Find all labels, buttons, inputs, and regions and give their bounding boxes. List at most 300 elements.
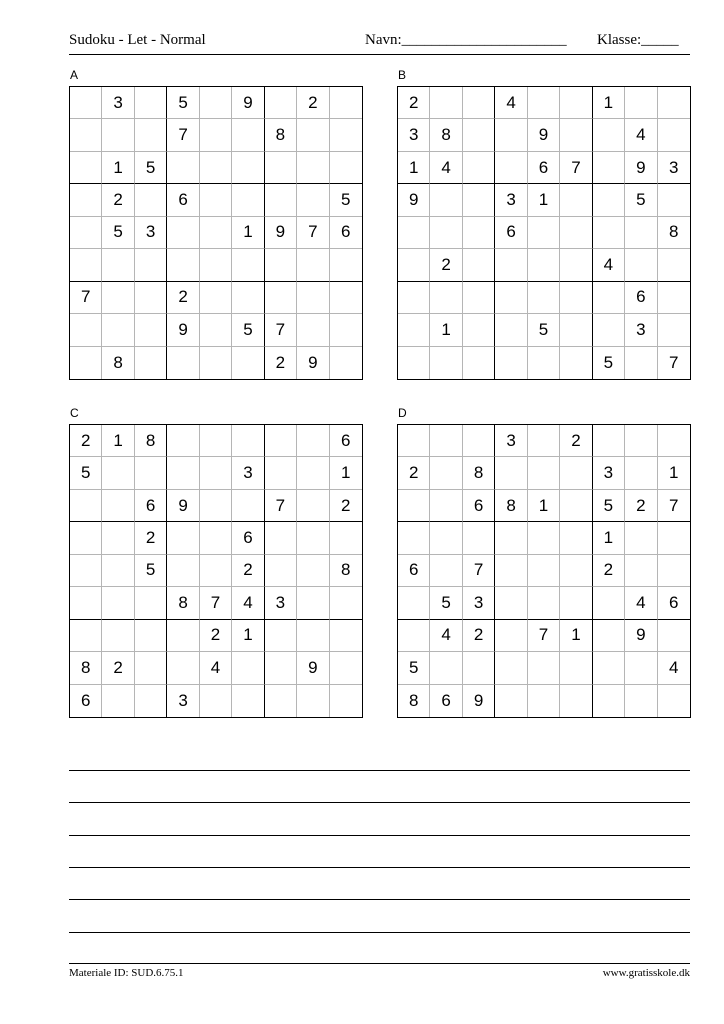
sudoku-cell [70,555,102,587]
sudoku-cell [297,152,329,184]
sudoku-cell [463,282,495,314]
sudoku-cell: 7 [200,587,232,619]
sudoku-cell: 1 [430,314,462,346]
sudoku-cell: 1 [593,522,625,554]
sudoku-cell: 7 [297,217,329,249]
sudoku-cell: 1 [528,184,560,216]
sudoku-cell: 4 [625,587,657,619]
sudoku-cell: 2 [70,425,102,457]
sudoku-cell [70,522,102,554]
sudoku-cell [135,119,167,151]
sudoku-cell [593,119,625,151]
sudoku-cell: 2 [297,87,329,119]
sudoku-cell [330,620,362,652]
sudoku-cell [167,152,199,184]
sudoku-cell: 8 [102,347,134,379]
sudoku-cell: 5 [135,152,167,184]
sudoku-cell: 3 [658,152,690,184]
sudoku-cell [70,184,102,216]
sudoku-cell [430,217,462,249]
sudoku-cell: 1 [398,152,430,184]
sudoku-cell [658,282,690,314]
writing-line [69,802,690,803]
writing-line [69,899,690,900]
sudoku-cell: 7 [167,119,199,151]
sudoku-cell: 1 [102,425,134,457]
sudoku-cell [430,490,462,522]
sudoku-cell [560,119,592,151]
sudoku-cell: 8 [70,652,102,684]
sudoku-cell: 3 [167,685,199,717]
sudoku-cell [200,490,232,522]
sudoku-cell [167,522,199,554]
sudoku-cell: 7 [265,314,297,346]
sudoku-cell [593,587,625,619]
sudoku-cell: 9 [625,152,657,184]
sudoku-cell [232,249,264,281]
sudoku-cell [625,217,657,249]
sudoku-cell [297,522,329,554]
sudoku-cell [330,685,362,717]
sudoku-cell: 3 [463,587,495,619]
sudoku-cell [265,87,297,119]
sudoku-cell [102,490,134,522]
sudoku-cell: 3 [265,587,297,619]
sudoku-cell [625,249,657,281]
sudoku-cell [560,282,592,314]
sudoku-cell [135,652,167,684]
sudoku-cell [102,620,134,652]
sudoku-cell: 6 [430,685,462,717]
sudoku-cell [265,457,297,489]
sudoku-cell [135,314,167,346]
sudoku-cell [265,652,297,684]
sudoku-cell [330,152,362,184]
sudoku-cell [495,119,527,151]
sudoku-cell [560,555,592,587]
sudoku-cell: 5 [70,457,102,489]
sudoku-cell [528,555,560,587]
sudoku-cell: 4 [658,652,690,684]
sudoku-cell [430,347,462,379]
sudoku-cell: 2 [560,425,592,457]
sudoku-cell [658,249,690,281]
sudoku-cell: 2 [102,184,134,216]
footer-rule [69,963,690,964]
sudoku-cell [398,249,430,281]
sudoku-cell [528,347,560,379]
sudoku-cell: 9 [625,620,657,652]
sudoku-cell [528,652,560,684]
sudoku-cell: 5 [102,217,134,249]
sudoku-cell: 2 [167,282,199,314]
sudoku-cell: 3 [593,457,625,489]
sudoku-cell [135,587,167,619]
sudoku-cell [593,425,625,457]
sudoku-cell [398,522,430,554]
sudoku-cell [167,457,199,489]
class-field: Klasse:_____ [597,32,679,48]
sudoku-cell [167,555,199,587]
sudoku-cell: 4 [430,152,462,184]
sudoku-cell [102,457,134,489]
sudoku-cell [430,282,462,314]
sudoku-cell [297,490,329,522]
sudoku-cell [297,184,329,216]
sudoku-cell [330,249,362,281]
sudoku-cell [463,87,495,119]
sudoku-cell [560,217,592,249]
sudoku-cell: 8 [135,425,167,457]
sudoku-cell [200,314,232,346]
sudoku-cell [625,555,657,587]
sudoku-cell [70,620,102,652]
sudoku-cell [528,282,560,314]
sudoku-cell [528,457,560,489]
sudoku-cell: 4 [593,249,625,281]
sudoku-cell: 1 [232,620,264,652]
sudoku-grid-a [69,86,363,380]
sudoku-cell: 5 [593,347,625,379]
sudoku-cell [625,522,657,554]
sudoku-cell [463,152,495,184]
sudoku-cell [330,347,362,379]
sudoku-cell [430,522,462,554]
sudoku-cell [593,217,625,249]
sudoku-cell [135,184,167,216]
sudoku-cell [297,282,329,314]
sudoku-cell [495,314,527,346]
sudoku-cell [200,119,232,151]
sudoku-cell [528,249,560,281]
sudoku-cell [625,457,657,489]
sudoku-cell: 7 [528,620,560,652]
sudoku-cell: 2 [625,490,657,522]
sudoku-cell [463,119,495,151]
sudoku-cell: 7 [70,282,102,314]
sudoku-cell [330,522,362,554]
sudoku-cell [297,620,329,652]
sudoku-cell [200,152,232,184]
page-header [69,32,690,54]
sudoku-cell: 9 [463,685,495,717]
sudoku-grid-b [397,86,691,380]
sudoku-cell [135,457,167,489]
worksheet-title: Sudoku - Let - Normal [69,32,206,48]
sudoku-cell [398,620,430,652]
sudoku-cell [658,555,690,587]
sudoku-cell [232,282,264,314]
sudoku-cell [330,587,362,619]
sudoku-cell: 9 [232,87,264,119]
sudoku-cell: 2 [593,555,625,587]
sudoku-cell [297,587,329,619]
sudoku-cell [463,249,495,281]
sudoku-cell: 2 [463,620,495,652]
sudoku-cell [297,555,329,587]
sudoku-cell: 6 [528,152,560,184]
sudoku-cell [495,555,527,587]
sudoku-cell: 3 [495,184,527,216]
sudoku-cell: 9 [398,184,430,216]
sudoku-cell: 5 [135,555,167,587]
sudoku-cell: 9 [297,347,329,379]
sudoku-cell [593,652,625,684]
sudoku-cell [560,522,592,554]
sudoku-cell [102,119,134,151]
sudoku-cell: 4 [200,652,232,684]
sudoku-cell: 6 [495,217,527,249]
sudoku-cell [625,652,657,684]
material-id: Materiale ID: SUD.6.75.1 [69,967,184,979]
sudoku-cell [297,457,329,489]
sudoku-cell [167,425,199,457]
sudoku-cell [70,314,102,346]
sudoku-cell [70,119,102,151]
sudoku-cell [200,555,232,587]
sudoku-cell [495,685,527,717]
sudoku-cell [232,685,264,717]
sudoku-cell [495,587,527,619]
sudoku-cell [495,152,527,184]
sudoku-cell: 3 [625,314,657,346]
sudoku-cell [232,119,264,151]
sudoku-cell [398,490,430,522]
sudoku-cell: 8 [398,685,430,717]
sudoku-cell: 5 [625,184,657,216]
sudoku-cell [200,685,232,717]
sudoku-cell [560,87,592,119]
sudoku-cell [135,282,167,314]
sudoku-cell [430,425,462,457]
sudoku-cell [70,587,102,619]
sudoku-cell [200,425,232,457]
sudoku-cell: 1 [528,490,560,522]
sudoku-cell [232,652,264,684]
sudoku-cell [200,522,232,554]
sudoku-cell [167,620,199,652]
sudoku-cell: 3 [398,119,430,151]
sudoku-cell: 4 [625,119,657,151]
writing-line [69,770,690,771]
sudoku-cell [593,620,625,652]
sudoku-cell: 8 [330,555,362,587]
sudoku-cell [658,522,690,554]
sudoku-cell [463,184,495,216]
sudoku-cell: 5 [593,490,625,522]
sudoku-cell: 1 [330,457,362,489]
sudoku-cell [430,457,462,489]
sudoku-cell: 2 [232,555,264,587]
sudoku-cell [430,87,462,119]
sudoku-cell: 8 [463,457,495,489]
sudoku-cell [528,587,560,619]
sudoku-cell [495,282,527,314]
sudoku-cell [265,425,297,457]
sudoku-cell [560,184,592,216]
sudoku-cell [463,347,495,379]
sudoku-cell [495,620,527,652]
sudoku-cell [625,425,657,457]
sudoku-cell: 9 [167,314,199,346]
sudoku-cell [102,522,134,554]
sudoku-cell [495,457,527,489]
sudoku-cell [463,425,495,457]
sudoku-cell: 2 [102,652,134,684]
sudoku-cell [265,555,297,587]
sudoku-cell [593,184,625,216]
sudoku-cell: 3 [135,217,167,249]
sudoku-cell [560,347,592,379]
sudoku-cell [297,249,329,281]
sudoku-cell: 6 [398,555,430,587]
sudoku-cell [135,249,167,281]
sudoku-cell [495,522,527,554]
sudoku-cell [167,217,199,249]
puzzle-label-a: A [70,68,79,82]
sudoku-cell [398,217,430,249]
sudoku-cell [463,217,495,249]
sudoku-cell [265,184,297,216]
sudoku-cell [495,652,527,684]
sudoku-cell [70,490,102,522]
sudoku-cell [658,87,690,119]
sudoku-cell [70,87,102,119]
sudoku-cell: 6 [135,490,167,522]
sudoku-cell [398,282,430,314]
sudoku-cell [430,555,462,587]
sudoku-grid-c [69,424,363,718]
sudoku-cell [330,314,362,346]
sudoku-cell: 8 [658,217,690,249]
sudoku-cell: 9 [265,217,297,249]
sudoku-cell: 7 [669,352,679,372]
sudoku-cell [463,522,495,554]
sudoku-cell [495,347,527,379]
sudoku-cell [658,119,690,151]
sudoku-cell [398,347,430,379]
sudoku-cell: 2 [265,347,297,379]
sudoku-cell [430,184,462,216]
sudoku-cell: 2 [330,490,362,522]
sudoku-cell [200,347,232,379]
sudoku-cell [70,347,102,379]
sudoku-cell [593,152,625,184]
sudoku-cell [528,217,560,249]
sudoku-cell [135,620,167,652]
sudoku-cell: 7 [560,152,592,184]
writing-line [69,835,690,836]
sudoku-cell [265,282,297,314]
sudoku-cell: 7 [463,555,495,587]
sudoku-cell: 9 [167,490,199,522]
sudoku-cell [463,314,495,346]
sudoku-cell: 2 [398,457,430,489]
sudoku-cell: 6 [232,522,264,554]
sudoku-cell [232,152,264,184]
sudoku-cell [495,249,527,281]
sudoku-cell [265,522,297,554]
sudoku-cell [658,314,690,346]
sudoku-cell: 5 [398,652,430,684]
sudoku-cell: 1 [593,87,625,119]
sudoku-cell [232,425,264,457]
puzzle-label-b: B [398,68,407,82]
sudoku-cell [297,314,329,346]
sudoku-cell [560,652,592,684]
writing-line [69,867,690,868]
sudoku-cell: 4 [495,87,527,119]
sudoku-cell [560,490,592,522]
sudoku-cell [167,652,199,684]
sudoku-cell [560,587,592,619]
sudoku-cell [200,282,232,314]
puzzle-label-d: D [398,406,407,420]
sudoku-cell: 5 [330,184,362,216]
sudoku-cell: 1 [102,152,134,184]
sudoku-cell: 3 [232,457,264,489]
sudoku-cell [135,685,167,717]
sudoku-cell [265,685,297,717]
sudoku-cell [330,652,362,684]
sudoku-cell [560,314,592,346]
sudoku-cell [528,685,560,717]
sudoku-cell [135,87,167,119]
sudoku-cell [265,620,297,652]
sudoku-cell: 8 [167,587,199,619]
sudoku-cell [398,314,430,346]
sudoku-cell: 4 [430,620,462,652]
sudoku-cell [265,249,297,281]
sudoku-cell: 3 [495,425,527,457]
sudoku-cell [297,119,329,151]
sudoku-cell [625,87,657,119]
sudoku-cell: 6 [625,282,657,314]
sudoku-cell [102,314,134,346]
sudoku-cell: 2 [135,522,167,554]
header-rule [69,54,690,55]
sudoku-cell [297,425,329,457]
sudoku-cell [398,425,430,457]
sudoku-cell [398,587,430,619]
sudoku-cell [330,87,362,119]
sudoku-cell [560,685,592,717]
sudoku-grid-d [397,424,691,718]
sudoku-cell [232,347,264,379]
sudoku-cell [297,685,329,717]
sudoku-cell [70,217,102,249]
sudoku-cell [167,347,199,379]
sudoku-cell: 6 [167,184,199,216]
sudoku-cell [658,425,690,457]
sudoku-cell: 6 [463,490,495,522]
sudoku-cell [593,685,625,717]
sudoku-cell [200,217,232,249]
sudoku-cell [102,282,134,314]
sudoku-cell: 9 [297,652,329,684]
sudoku-cell [232,184,264,216]
sudoku-cell [658,685,690,717]
sudoku-cell [200,87,232,119]
sudoku-cell: 7 [265,490,297,522]
website-url: www.gratisskole.dk [602,967,690,979]
sudoku-cell [200,249,232,281]
puzzle-label-c: C [70,406,79,420]
sudoku-cell: 3 [102,87,134,119]
sudoku-cell [593,282,625,314]
sudoku-cell [167,249,199,281]
sudoku-cell [102,249,134,281]
